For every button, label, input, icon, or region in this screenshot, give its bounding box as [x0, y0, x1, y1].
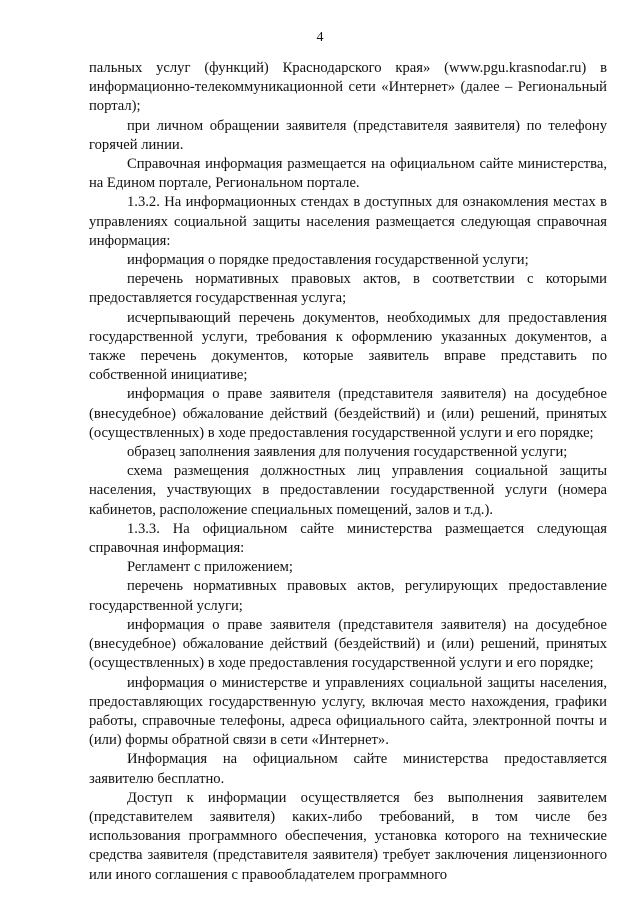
- paragraph: информация о министерстве и управлениях социальной защиты населения, предоставляющих государственную услугу, включая место нахождения, графики работы, справочные телефоны, адреса официального сайта, электронной почты и (или) формы обратной связи в сети «Интернет».: [89, 674, 607, 749]
- paragraph: перечень нормативных правовых актов, регулирующих предоставление государственной услуги;: [89, 578, 607, 614]
- paragraph: 1.3.2. На информационных стендах в доступных для ознакомления местах в управлениях социальной защиты населения размещается следующая справочная информация:: [89, 194, 607, 249]
- paragraph: пальных услуг (функций) Краснодарского края» (www.pgu.krasnodar.ru) в информационно-телекоммуникационной сети «Интернет» (далее – Региональный портал);: [89, 60, 607, 115]
- paragraph: перечень нормативных правовых актов, в соответствии с которыми предоставляется государственная услуга;: [89, 271, 607, 307]
- page-number: 4: [316, 30, 324, 45]
- document-body: [89, 59, 607, 885]
- paragraph: Регламент с приложением;: [127, 559, 293, 576]
- paragraph: информация о праве заявителя (представителя заявителя) на досудебное (внесудебное) обжалование действий (бездействий) и (или) решений, принятых (осуществленных) в ходе предоставления государственной услуги и его порядке;: [89, 616, 607, 672]
- paragraph: образец заполнения заявления для получения государственной услуги;: [127, 444, 568, 461]
- paragraph: при личном обращении заявителя (представителя заявителя) по телефону горячей линии.: [89, 117, 607, 153]
- paragraph: исчерпывающий перечень документов, необходимых для предоставления государственной услуги, требования к оформлению указанных документов, а также перечень документов, которые заявитель вправе представить по собственной инициативе;: [89, 309, 607, 384]
- paragraph: Доступ к информации осуществляется без выполнения заявителем (представителем заявителя) каких-либо требований, в том числе без использования программного обеспечения, установка которого на технические средства заявителя (представителя заявителя) требует заключения лицензионного или иного соглашения с правообладателем программного: [89, 789, 607, 883]
- paragraph: Информация на официальном сайте министерства предоставляется заявителю бесплатно.: [89, 751, 607, 787]
- paragraph: Справочная информация размещается на официальном сайте министерства, на Едином портале, Региональном портале.: [89, 156, 607, 192]
- paragraph: схема размещения должностных лиц управления социальной защиты населения, участвующих в предоставлении государственной услуги (номера кабинетов, расположение специальных помещений, залов и т.д.).: [89, 463, 607, 518]
- paragraph: информация о праве заявителя (представителя заявителя) на досудебное (внесудебное) обжалование действий (бездействий) и (или) решений, принятых (осуществленных) в ходе предоставления государственной услуги и его порядке;: [89, 386, 607, 441]
- paragraph: 1.3.3. На официальном сайте министерства размещается следующая справочная информация:: [89, 520, 607, 557]
- paragraph: информация о порядке предоставления государственной услуги;: [127, 252, 529, 269]
